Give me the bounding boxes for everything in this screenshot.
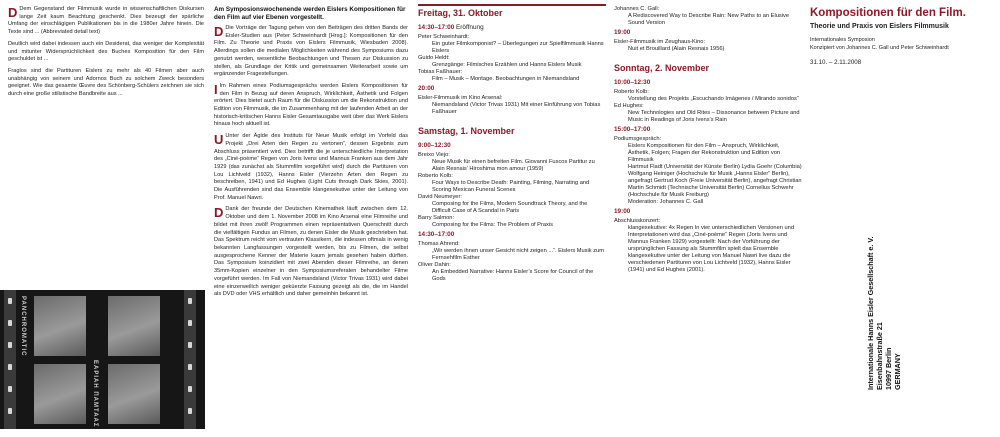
moderation: Moderation: Johannes C. Gall (628, 199, 704, 205)
talk-title: Grenzgänge: Filmisches Erzählen und Hanns Eislers Musik (432, 62, 582, 68)
time-slot: 14:30–17:00 Eröffnung (418, 24, 484, 31)
symposium-type: Internationales Symposion (810, 37, 875, 43)
speaker: Thomas Ahrend: (418, 241, 460, 247)
description-paragraph-1: D Die Vorträge der Tagung gehen von den Beiträgen des dritten Bands der Eisler-Studien aus (Peter Schweinhardt [Hrsg.]: Kompositionen für den Film. Zu Theorie und Praxis von Eislers Filmmusik, Wiesbaden 2008). Allerdings sollen die medialen Möglichkeiten während des Symposiums dazu genutzt werden, wesentliche Beobachtungen und Thesen zur Diskussion zu stellen, als Grundlage der Kritik und gemeinsamen Weiterarbeit sowie um ergänzender Fragestellungen. (214, 24, 408, 78)
intro-paragraph-3: Fraglos sind die Partituren Eislers zu mehr als 40 Filmen aber auch unabhängig von seinem und Adornos Buch zu solchem Zweck besonders geeignet. Wie das gesamte Œuvre des Schönberg-Schülers zeichnen sie sich durch eine große stilistische Bandbreite aus ... (8, 67, 204, 98)
time-slot: 19:00 (614, 29, 631, 36)
speaker: Eisler-Filmmusik im Kino Arsenal: (418, 95, 503, 101)
column-title (810, 6, 996, 435)
talk-title: Four Ways to Describe Death: Painting, Filming, Narrating and Scoring Mexican Funeral Scenes (432, 180, 590, 193)
talk-title: Film – Musik – Montage. Beobachtungen in Niemandsland (432, 76, 580, 82)
talk-title: „Wir werden ihnen unser Gesicht nicht zeigen ...“. Eislers Musik zum Fernsehfilm Esther (432, 248, 604, 261)
talk-title: New Technologies and Old Rites – Dissonance between Picture and Music in Readings of Joris Ivens’s Rain (628, 110, 800, 123)
description-heading: Am Symposionswochenende werden Eislers Kompositionen für den Film auf vier Ebenen vorgestellt. (214, 6, 406, 21)
speaker: Johannes C. Gall: (614, 6, 660, 12)
address-line: Internationale Hanns Eisler Gesellschaft e. V. (866, 236, 875, 390)
symposium-dates: 31.10. – 2.11.2008 (810, 59, 862, 66)
film-label-bottom: ΕΑΡΙΑΗ ΠΑΜΤΑΑΣ (92, 360, 98, 428)
speaker: Roberto Kolb: (418, 173, 453, 179)
speaker: David Neumeyer: (418, 194, 462, 200)
symposium-title: Kompositionen für den Film. (810, 7, 966, 19)
speaker: Barry Salmon: (418, 215, 455, 221)
film-strip-image (0, 290, 205, 429)
time-slot: 14:30–17:00 (418, 231, 455, 238)
speaker: Eisler-Filmmusik im Zeughaus-Kino: (614, 39, 706, 45)
address-line: 10997 Berlin (884, 347, 893, 390)
speaker: Abschlusskonzert: (614, 218, 661, 224)
symposium-subtitle: Theorie und Praxis von Eislers Filmmusik (810, 23, 949, 30)
talk-title: klangexekutive: 4x Regen In vier unterschiedlichen Versionen und Interpretationen wird das „Ciné-poème“ Regen (Joris Ivens und Mannus Franken 1929) vorgestellt: Nach der Vorführung der ursprünglichen Fassung als Stummfilm spielt das Ensemble klangexekutive unter der Leitung von Manuel Nawri live dazu die verschiedenen Partituren von Lou Lichtveld (1932), Hanns Eisler (1941) und Ed Hughes (2001). (628, 225, 794, 273)
speaker: Tobias Faßhauer: (418, 69, 463, 75)
description-paragraph-4: D Dank der freunde der Deutschen Kinemathek läuft zwischen dem 12. Oktober und dem 1. November 2008 im Kino Arsenal eine Filmreihe und bildet mit ihren zwölf Programmen einen repräsentativen Querschnitt durch die vielfältigen Fundus an Filmen, zu denen Eisler die Musik geschrieben hat. Das Spektrum reicht vom vertrauten Klassikern, die indessen oftmals in wenig bekannten Langfassungen vorgestellt werden, bis zu Filmen, die selbst ausgesprochene Kenner der Materie kaum jemals gesehen haben dürften. Das Symposium koinzidiert mit zwei Abenden dieser Filmreihe, an denen 35mm-Kopien einzelner in den Symposiumsreferaten behandelter Filme vorgeführt werden. Im Fall von Niemandsland (Victor Trivas 1931) wird dabei eine einzerweilich weniger geküerzte Fassung gezeigt als die, die im Handel als DVD oder VHS erhältlich und daher gemeinhin bekannt ist. (214, 205, 408, 298)
speaker: Podiumsgespräch: (614, 136, 662, 142)
intro-paragraph-1: D Dem Gegenstand der Filmmusik wurde in wissenschaftlichen Diskursen lange Zeit kaum Beachtung geschenkt. Dies bezeugt der spärliche Umfang der einschlägigen Publikationen bis in die 1980er Jahre hinein. Die Texte sind ... (Abbreviated detail text) (8, 6, 204, 36)
speaker: Breixo Viejo: (418, 152, 450, 158)
talk-title: Neue Musik für einen befreiten Film. Giovanni Fuscos Partitur zu Alain Resnais’ Hiroshima mon amour (1959) (432, 159, 595, 172)
column-schedule-1 (418, 8, 606, 437)
drop-cap: D (214, 205, 224, 221)
film-label-top: PANCHROMATIC (20, 296, 26, 357)
talk-title: Vorstellung des Projekts „Escuchando Imágenes / Mirando sonidos“ (628, 96, 799, 102)
description-paragraph-2: I Im Rahmen eines Podiumsgesprächs werden Eislers Kompositionen für den Film in Bezug auf deren Anspruch, Wirklichkeit, Ästhetik und Folgen erörtert. Dies bietet auch Raum für die Diskussion um die Rekonstruktion und Edition von Filmmusik, die im Zusammenhang mit der laufenden Arbeit an der historisch-kritischen Hanns Eisler Gesamtausgabe weit über das Werk Eislers hinaus hoch aktuell ist. (214, 81, 408, 128)
speaker: Peter Schweinhardt: (418, 34, 470, 40)
time-slot: 20:00 (418, 85, 435, 92)
drop-cap: U (214, 132, 224, 148)
talk-title: Composing for the Films: The Problem of Praxis (432, 222, 553, 228)
drop-cap: I (214, 81, 218, 97)
talk-title: Eislers Kompositionen für den Film – Anspruch, Wirklichkeit, Ästhetik, Folgen; Fragen der Rekonstruktion und Edition von Filmmusik (628, 143, 781, 163)
day-1-heading: Freitag, 31. Oktober (418, 8, 503, 18)
talk-title: Ein guter Filmkomponist? – Überlegungen zur Spielfilmmusik Hanns Eislers (432, 41, 604, 54)
talk-title: Niemandsland (Victor Trivas 1931) Mit einer Einführung von Tobias Faßhauer (432, 102, 601, 115)
address-line: GERMANY (893, 353, 902, 390)
column-schedule-2 (614, 6, 802, 435)
intro-paragraph-2: Deutlich wird dabei indessen auch ein Desiderat, das weniger der Komplexität und mitunter Widersprüchlichkeit des Buches Komposition für den Film geschuldet ist ... (8, 40, 204, 63)
speaker: Roberto Kolb: (614, 89, 649, 95)
talk-title: An Embedded Narrative: Hanns Eisler’s Score for Council of the Gods (432, 269, 594, 282)
speaker: Oliver Dahin: (418, 262, 451, 268)
symposium-organizers: Konzipiert von Johannes C. Gall und Peter Schweinhardt (810, 45, 949, 51)
day-rule (418, 4, 606, 6)
column-description (214, 6, 408, 435)
day-3-heading: Sonntag, 2. November (614, 63, 710, 73)
talk-title: Composing for the Films, Modern Soundtrack Theory, and the Difficult Case of A Scandal in Paris (432, 201, 588, 214)
day-2-heading: Samstag, 1. November (418, 126, 515, 136)
time-slot: 19:00 (614, 208, 631, 215)
time-slot: 9:00–12:30 (418, 142, 451, 149)
description-paragraph-3: U Unter der Ägide des Instituts für Neue Musik erfolgt im Vorfeld das Projekt „Drei Arten den Regen zu vertonen“, dessen Ergebnis zum Abschluss präsentiert wird. Dies betrifft die je unterschiedliche Interpretation des „Ciné-poème“ Regen von Joris Ivens und Mannus Franken aus dem Jahr 1929 (das zunächst als Stummfilm vorgeführt wird) durch die Partituren von Lou Lichtveld (1932), Hanns Eisler (Vierzehn Arten den Regen zu beschreiben, 1941) und Ed Hughes (Light Cuts through Dark Skies, 2001). Die Ausführenden sind das Ensemble klangexekutive unter der Leitung von Prof. Manuel Nawri. (214, 132, 408, 201)
speaker: Ed Hughes: (614, 103, 644, 109)
time-slot: 15:00–17:00 (614, 126, 651, 133)
time-slot: 10:00–12:30 (614, 79, 651, 86)
talk-title: Nuit et Brouillard (Alain Resnais 1956) (628, 46, 725, 52)
drop-cap: D (8, 6, 18, 20)
address-block (866, 236, 902, 390)
drop-cap: D (214, 24, 224, 39)
speaker: Guido Heldt: (418, 55, 450, 61)
talk-title: A Rediscovered Way to Describe Rain: New Paths to an Elusive Sound Version (628, 13, 790, 26)
address-line: Eisenbahnstraße 21 (875, 322, 884, 390)
panelists: Hartmut Fladt (Universität der Künste Berlin) Lydia Goehr (Columbia) Wolfgang Heiniger (Hochschule für Musik „Hanns Eisler“ Berlin), angefragt Gertrud Koch (Freie Universität Berlin), angefragt Christian Martin Schmidt (Technische Universität Berlin) Cornelius Schwehr (Hochschule für Musik Freiburg) (628, 164, 802, 198)
